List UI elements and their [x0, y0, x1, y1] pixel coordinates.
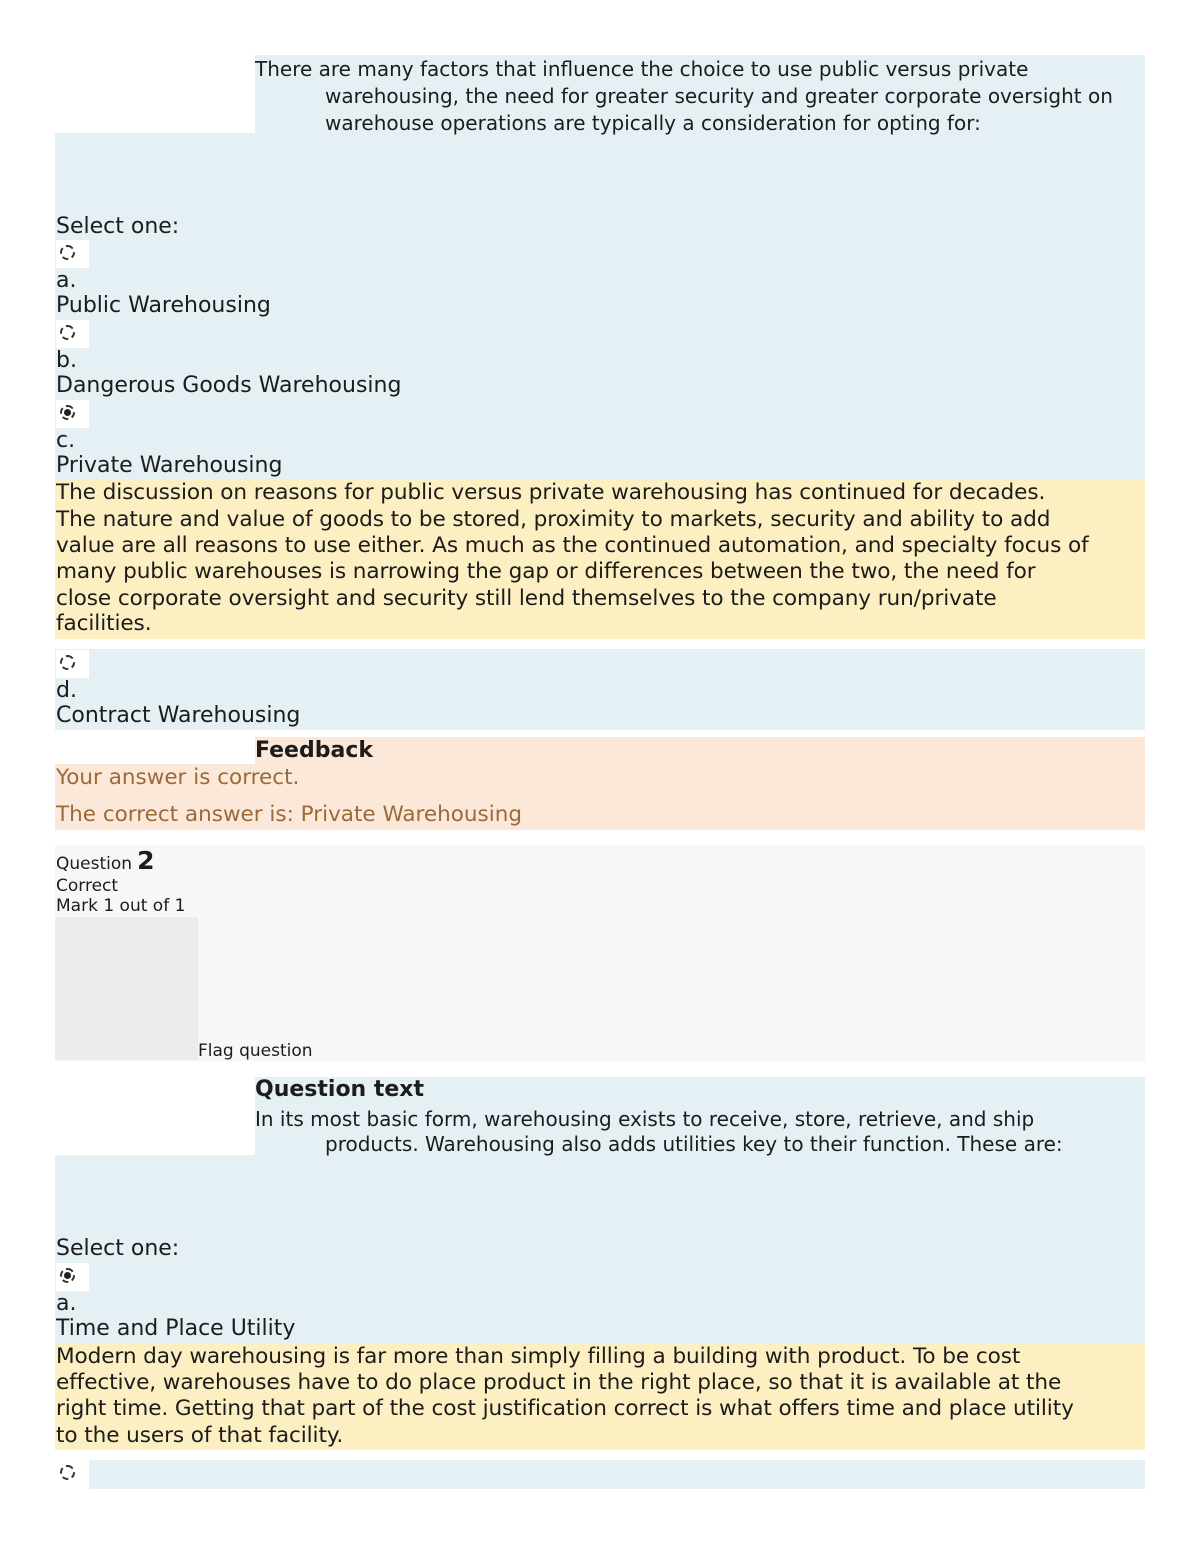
- explanation-line: right time. Getting that part of the cost justification correct is what offers time and place utility: [56, 1396, 1074, 1421]
- radio-icon[interactable]: [60, 1465, 75, 1480]
- option-d-radio-cell[interactable]: [56, 650, 89, 678]
- option-d-letter: d.: [56, 678, 77, 703]
- feedback-heading-bg: [255, 737, 1145, 765]
- question1-text-line: warehouse operations are typically a consideration for opting for:: [325, 111, 981, 135]
- option-a-text[interactable]: Public Warehousing: [56, 293, 271, 318]
- question-label: Question: [56, 854, 133, 874]
- question2-text-line: In its most basic form, warehousing exists to receive, store, retrieve, and ship: [255, 1107, 1035, 1131]
- question-mark: Mark 1 out of 1: [56, 896, 186, 916]
- radio-checked-icon[interactable]: [60, 1268, 75, 1283]
- question2-info-panel: [55, 845, 1145, 1061]
- question2-text-line: products. Warehousing also adds utilities key to their function. These are:: [325, 1132, 1063, 1156]
- q2-option-a-text[interactable]: Time and Place Utility: [56, 1316, 296, 1341]
- explanation-line: The nature and value of goods to be stored, proximity to markets, security and ability to add: [56, 507, 1051, 532]
- option-c-radio-cell[interactable]: [56, 400, 89, 428]
- question-state: Correct: [56, 876, 119, 896]
- question1-text-line: warehousing, the need for greater security and greater corporate oversight on: [325, 84, 1113, 108]
- explanation-line: Modern day warehousing is far more than simply filling a building with product. To be cost: [56, 1344, 1021, 1369]
- radio-icon[interactable]: [60, 245, 75, 260]
- option-b-text[interactable]: Dangerous Goods Warehousing: [56, 373, 402, 398]
- explanation-line: The discussion on reasons for public versus private warehousing has continued for decades.: [56, 480, 1046, 505]
- explanation-line: to the users of that facility.: [56, 1423, 344, 1448]
- radio-icon[interactable]: [60, 655, 75, 670]
- question-number: [56, 846, 155, 875]
- select-one-label: Select one:: [56, 214, 180, 239]
- question1-text-line: There are many factors that influence the choice to use public versus private: [255, 57, 1029, 81]
- option-d-text[interactable]: Contract Warehousing: [56, 703, 301, 728]
- flag-icon-box[interactable]: [55, 917, 198, 1060]
- explanation-line: facilities.: [56, 611, 152, 636]
- feedback-heading: Feedback: [255, 738, 373, 763]
- option-c-letter: c.: [56, 428, 76, 453]
- q2-option-a-letter: a.: [56, 1291, 77, 1316]
- feedback-correct-answer: The correct answer is: Private Warehousing: [56, 802, 522, 827]
- question-text-heading: Question text: [255, 1077, 425, 1102]
- radio-icon[interactable]: [60, 325, 75, 340]
- flag-question-link[interactable]: Flag question: [198, 1041, 313, 1061]
- option-a-letter: a.: [56, 268, 77, 293]
- q2-option-b-block: [89, 1460, 1145, 1489]
- question-number-value: 2: [137, 846, 155, 875]
- explanation-line: many public warehouses is narrowing the gap or differences between the two, the need for: [56, 559, 1036, 584]
- select-one-label: Select one:: [56, 1236, 180, 1261]
- option-b-radio-cell[interactable]: [56, 320, 89, 348]
- option-a-radio-cell[interactable]: [56, 240, 89, 268]
- feedback-result: Your answer is correct.: [56, 765, 300, 790]
- option-b-letter: b.: [56, 348, 77, 373]
- q2-option-b-radio-cell[interactable]: [56, 1460, 89, 1488]
- radio-checked-icon[interactable]: [60, 405, 75, 420]
- q2-option-a-radio-cell[interactable]: [56, 1263, 89, 1291]
- explanation-line: value are all reasons to use either. As much as the continued automation, and specialty focus of: [56, 533, 1089, 558]
- option-c-text[interactable]: Private Warehousing: [56, 453, 283, 478]
- explanation-line: close corporate oversight and security still lend themselves to the company run/private: [56, 586, 997, 611]
- explanation-line: effective, warehouses have to do place product in the right place, so that it is available at the: [56, 1370, 1062, 1395]
